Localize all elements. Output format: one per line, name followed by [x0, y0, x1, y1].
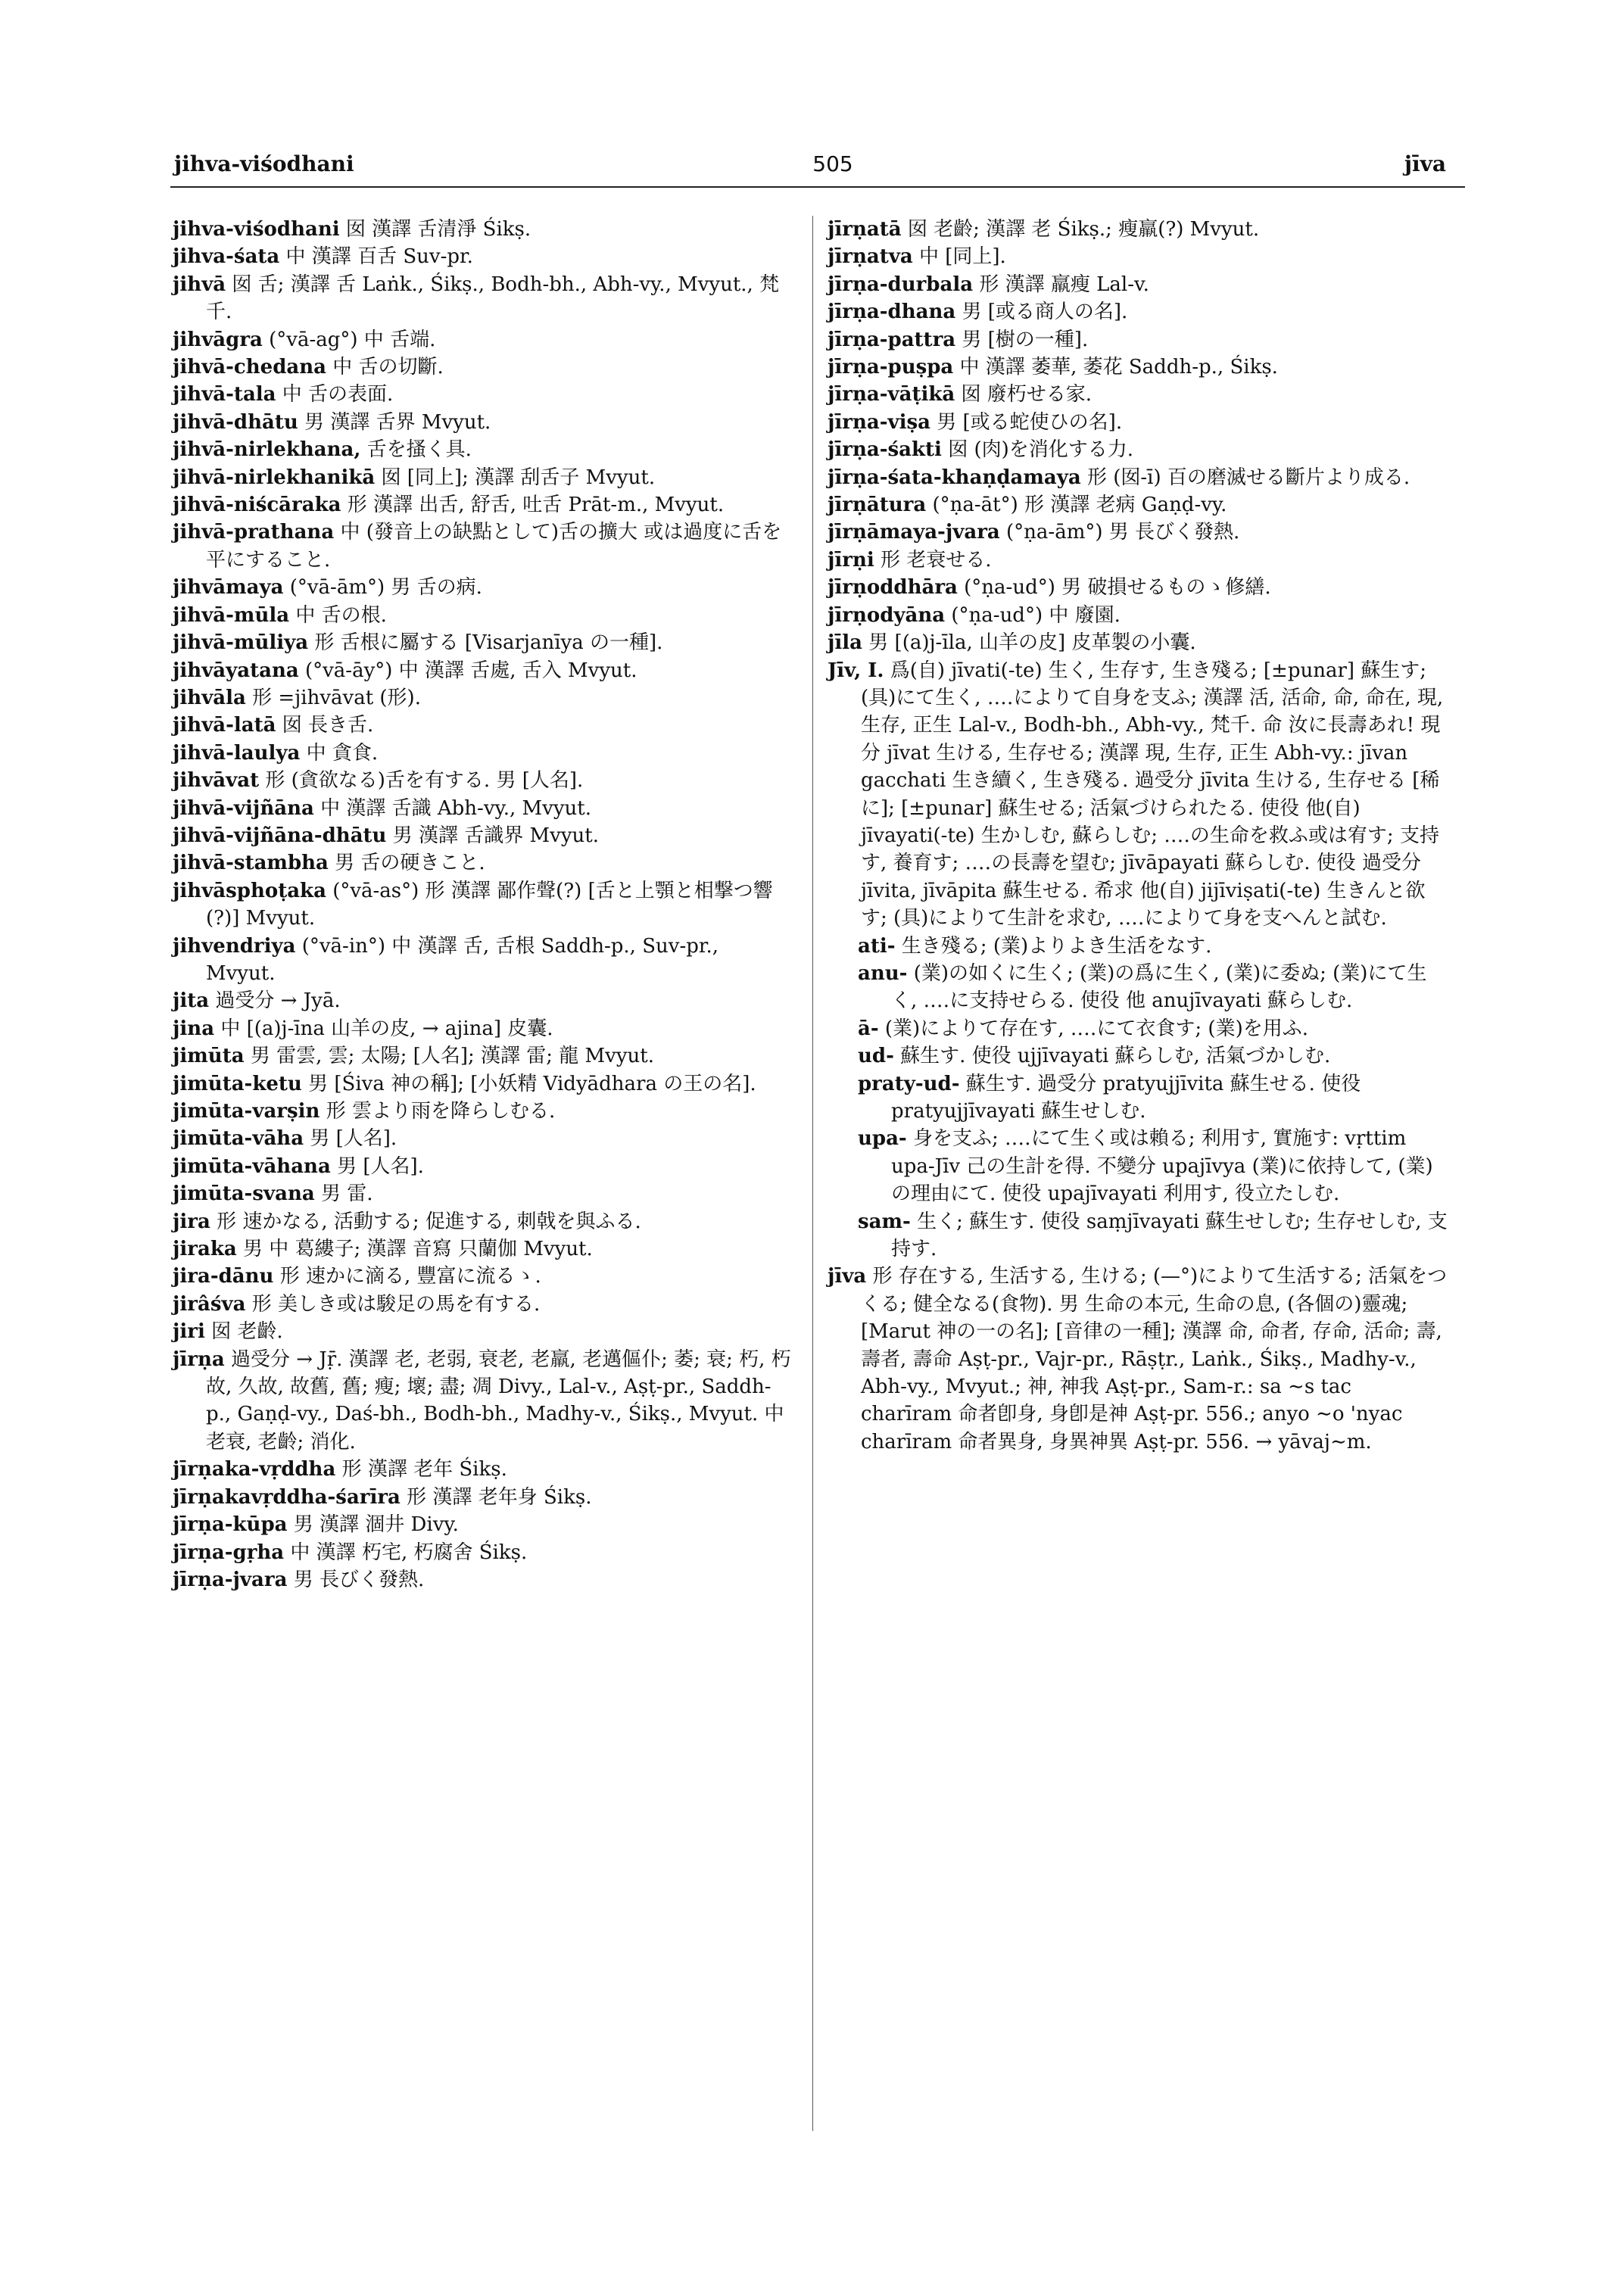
- headword: jimūta-ketu: [173, 1072, 302, 1095]
- headword: jihvāmaya: [173, 576, 284, 600]
- headword: jihvāsphoṭaka: [173, 879, 326, 902]
- entry-definition: 男 雷雲, 雲; 太陽; [人名]; 漢譯 雷; 龍 Mvyut.: [250, 1045, 654, 1068]
- dictionary-entry: [173, 1539, 793, 1566]
- dictionary-entry: [173, 602, 793, 629]
- entry-definition: 形 速かに滴る, 豐富に流るゝ.: [279, 1265, 541, 1288]
- entry-definition: 形 舌根に屬する [Visarjanīya の一種].: [314, 631, 663, 655]
- dictionary-entry: [173, 519, 793, 574]
- headword: jihvā: [173, 273, 226, 296]
- dictionary-entry: [173, 1125, 793, 1152]
- entry-definition: (°vā-āy°) 中 漢譯 舌處, 舌入 Mvyut.: [304, 659, 637, 682]
- entry-definition: 囡 漢譯 舌清淨 Śikṣ.: [345, 218, 531, 241]
- headword: jihva-śata: [173, 245, 280, 269]
- headword: jihvā-niścāraka: [173, 494, 341, 517]
- dictionary-entry: [173, 795, 793, 822]
- sub-entry: [828, 1015, 1448, 1042]
- entry-definition: 中 [同上].: [918, 245, 1006, 269]
- headword: jihvāyatana: [173, 659, 299, 682]
- running-head-left: jihva-viśodhani: [174, 151, 354, 176]
- dictionary-entry: [828, 298, 1448, 326]
- headword: jimūta-varṣin: [173, 1100, 320, 1123]
- entry-definition: 形 存在する, 生活する, 生ける; (—°)によりて生活する; 活氣をつくる; 健全なる(食物). 男 生命の本元, 生命の息, (各個の)靈魂; [Marut 神の一の名]; [音律の一種]; 漢譯 命, 命者, 存命, 活命; 壽, 壽者, 壽命 Aṣṭ-pr., Vajr-pr., Rāṣṭr., Laṅk., Śikṣ., Madhy-v., Abh-vy., Mvyut.; 神, 神我 Aṣṭ-pr., Sam-r.: sa ∼s tac charīram 命者卽身, 身卽是神 Aṣṭ-pr. 556.; anyo ∼o 'nyac charīram 命者異身, 身異神異 Aṣṭ-pr. 556. → yāvaj∼m.: [861, 1265, 1448, 1453]
- entry-definition: 中 漢譯 舌識 Abh-vy., Mvyut.: [320, 796, 592, 820]
- headword: jimūta: [173, 1045, 245, 1068]
- headword: ā-: [858, 1017, 879, 1040]
- dictionary-entry: [173, 657, 793, 684]
- dictionary-entry: [173, 574, 793, 601]
- dictionary-entry: [828, 436, 1448, 463]
- headword: upa-: [858, 1127, 907, 1151]
- headword: jihvā-mūliya: [173, 631, 309, 655]
- headword: jihvā-stambha: [173, 852, 329, 875]
- entry-definition: 形 (囡-ī) 百の磨滅せる斷片より成る.: [1086, 466, 1410, 489]
- entry-definition: 形 老衰せる.: [881, 548, 992, 572]
- headword: jīva: [828, 1265, 867, 1288]
- entry-definition: 男 長びく發熱.: [293, 1568, 425, 1591]
- headword: jīrṇodyāna: [828, 603, 946, 627]
- entry-definition: (°vā-ag°) 中 舌端.: [269, 328, 436, 351]
- entry-definition: 男 漢譯 舌識界 Mvyut.: [392, 824, 599, 847]
- headword: jīrṇa-puṣpa: [828, 356, 954, 379]
- headword: jīrṇakavṛddha-śarīra: [173, 1485, 401, 1509]
- entry-definition: (°ṇa-āt°) 形 漢譯 老病 Gaṇḍ-vy.: [932, 494, 1227, 517]
- headword: anu-: [858, 961, 908, 985]
- entry-definition: 囡 廢朽せる家.: [961, 383, 1093, 407]
- sub-entry: [828, 960, 1448, 1015]
- headword: jīrṇa-dhana: [828, 301, 956, 324]
- running-head-right: jīva: [1404, 151, 1446, 176]
- headword: jihvā-prathana: [173, 521, 335, 544]
- dictionary-entry: [173, 740, 793, 767]
- dictionary-entry: [828, 326, 1448, 354]
- headword: jiraka: [173, 1238, 237, 1261]
- entry-definition: 形 漢譯 老年 Śikṣ.: [341, 1458, 507, 1481]
- entry-definition: 男 中 葛縷子; 漢譯 音寫 只蘭伽 Mvyut.: [242, 1238, 593, 1261]
- sub-entry: [828, 1208, 1448, 1263]
- headword: jīla: [828, 631, 863, 655]
- dictionary-entry: [828, 629, 1448, 656]
- entry-definition: 中 [(a)j-īna 山羊の皮, → ajina] 皮囊.: [220, 1017, 553, 1040]
- entry-definition: (業)によりて存在す, ‥‥にて衣食す; (業)を用ふ.: [884, 1017, 1308, 1040]
- headword: ati-: [858, 934, 896, 958]
- dictionary-entry: [173, 1566, 793, 1594]
- entry-definition: 過受分 → Jyā.: [215, 989, 341, 1013]
- entry-definition: 男 雷.: [320, 1182, 373, 1206]
- entry-definition: 中 漢譯 萎華, 萎花 Saddh-p., Śikṣ.: [959, 356, 1278, 379]
- dictionary-entry: [173, 409, 793, 436]
- dictionary-entry: [173, 464, 793, 491]
- headword: jīrṇāmaya-jvara: [828, 521, 1000, 544]
- dictionary-entry: [173, 1180, 793, 1207]
- dictionary-entry: [173, 491, 793, 519]
- headword: jīrṇoddhāra: [828, 576, 958, 600]
- headword: jiri: [173, 1320, 205, 1344]
- headword: Jīv, I.: [828, 659, 884, 682]
- sub-entry: [828, 1125, 1448, 1207]
- headword: ud-: [858, 1045, 894, 1068]
- dictionary-entry: [173, 436, 793, 463]
- dictionary-entry: [828, 409, 1448, 436]
- dictionary-entry: [828, 464, 1448, 491]
- headword: jīrṇa-śakti: [828, 438, 942, 462]
- entry-definition: 囡 [同上]; 漢譯 刮舌子 Mvyut.: [381, 466, 656, 489]
- sub-entry: [828, 933, 1448, 960]
- entry-definition: 男 [人名].: [337, 1154, 424, 1178]
- dictionary-entry: [173, 1208, 793, 1235]
- headword: jihvāla: [173, 686, 246, 709]
- entry-definition: 形 速かなる, 活動する; 促進する, 刺戟を與ふる.: [217, 1210, 641, 1233]
- dictionary-entry: [173, 1318, 793, 1345]
- headword: jihvā-mūla: [173, 603, 290, 627]
- entry-definition: 男 [人名].: [310, 1127, 397, 1151]
- entry-definition: 形 漢譯 出舌, 舒舌, 吐舌 Prāt-m., Mvyut.: [347, 494, 725, 517]
- entry-definition: 男 [或る商人の名].: [962, 301, 1128, 324]
- headword: jihvāvat: [173, 769, 260, 793]
- header-rule: [170, 186, 1465, 188]
- dictionary-entry: [173, 1291, 793, 1318]
- dictionary-entry: [173, 629, 793, 656]
- headword: jina: [173, 1017, 215, 1040]
- dictionary-entry: [173, 1153, 793, 1180]
- dictionary-entry: [173, 354, 793, 381]
- entry-definition: 中 舌の切斷.: [332, 356, 444, 379]
- entry-definition: 蘇生す. 使役 ujjīvayati 蘇らしむ, 活氣づかしむ.: [900, 1045, 1331, 1068]
- entry-definition: 過受分 → Jṝ. 漢譯 老, 老弱, 衰老, 老羸, 老邁傴仆; 萎; 衰; 朽, 朽故, 久故, 故舊, 舊; 瘦; 壞; 盡; 凋 Divy., Lal-v., Aṣṭ-pr., Saddh-p., Gaṇḍ-vy., Daś-bh., Bodh-bh., Madhy-v., Śikṣ., Mvyut. 中 老衰, 老齡; 消化.: [206, 1347, 791, 1453]
- entry-definition: 形 美しき或は駿足の馬を有する.: [251, 1292, 541, 1316]
- page-header: [0, 151, 1624, 189]
- headword: jihvā-nirlekhanikā: [173, 466, 376, 489]
- dictionary-entry: [173, 1511, 793, 1538]
- headword: jīrṇa-jvara: [173, 1568, 288, 1591]
- entry-definition: 中 漢譯 百舌 Suv-pr.: [285, 245, 473, 269]
- page-number: 505: [812, 151, 853, 176]
- entry-definition: 形 =jihvāvat (形).: [252, 686, 421, 709]
- dictionary-entry: [173, 933, 793, 988]
- entry-definition: 身を支ふ; ‥‥にて生く或は賴る; 利用す, 實施す: vṛttim upa-Jīv 己の生計を得. 不變分 upajīvya (業)に依持して, (業)の理由にて. 使役 upajīvayati 利用す, 役立たしむ.: [891, 1127, 1433, 1206]
- dictionary-entry: [173, 987, 793, 1014]
- entry-definition: 囡 (肉)を消化する力.: [948, 438, 1134, 462]
- dictionary-entry: [173, 1042, 793, 1070]
- entry-definition: 中 漢譯 朽宅, 朽腐舍 Śikṣ.: [290, 1541, 528, 1564]
- entry-definition: 中 舌の表面.: [282, 383, 394, 407]
- right-column: [828, 216, 1448, 1456]
- headword: jimūta-svana: [173, 1182, 315, 1206]
- dictionary-entry: [173, 1015, 793, 1042]
- entry-definition: 男 [(a)j-īla, 山羊の皮] 皮革製の小囊.: [868, 631, 1196, 655]
- dictionary-entry: [828, 574, 1448, 601]
- headword: jīrṇa-pattra: [828, 328, 956, 351]
- dictionary-entry: [173, 1456, 793, 1483]
- entry-definition: (°vā-ām°) 男 舌の病.: [289, 576, 482, 600]
- column-divider: [812, 216, 813, 2131]
- entry-definition: 男 [或る蛇使ひの名].: [937, 410, 1123, 434]
- entry-definition: 中 舌の根.: [295, 603, 387, 627]
- dictionary-entry: [173, 1098, 793, 1125]
- dictionary-entry: [828, 216, 1448, 243]
- headword: jihvā-dhātu: [173, 410, 298, 434]
- dictionary-entry: [173, 1346, 793, 1456]
- dictionary-entry: [173, 381, 793, 408]
- headword: jihvā-tala: [173, 383, 276, 407]
- headword: jīrṇatva: [828, 245, 913, 269]
- dictionary-entry: [173, 1235, 793, 1263]
- dictionary-entry: [173, 216, 793, 243]
- headword: jīrṇi: [828, 548, 874, 572]
- entry-definition: (°ṇa-ud°) 中 廢園.: [951, 603, 1121, 627]
- dictionary-entry: [173, 1263, 793, 1290]
- headword: jihvā-laulya: [173, 741, 301, 765]
- entry-definition: (°vā-in°) 中 漢譯 舌, 舌根 Saddh-p., Suv-pr., Mvyut.: [206, 934, 718, 985]
- headword: jimūta-vāha: [173, 1127, 304, 1151]
- entry-definition: 男 漢譯 舌界 Mvyut.: [304, 410, 491, 434]
- dictionary-entry: [173, 326, 793, 354]
- entry-definition: 男 [樹の一種].: [962, 328, 1089, 351]
- headword: jīrṇa-viṣa: [828, 410, 930, 434]
- entry-definition: (°ṇa-ām°) 男 長びく發熱.: [1006, 521, 1240, 544]
- dictionary-entry: [828, 271, 1448, 298]
- headword: jihvendriya: [173, 934, 296, 958]
- dictionary-entry: [173, 849, 793, 877]
- entry-definition: 男 [Śiva 神の稱]; [小妖精 Vidyādhara の王の名].: [308, 1072, 756, 1095]
- headword: jīrṇa-durbala: [828, 273, 974, 296]
- headword: jihvā-latā: [173, 714, 276, 737]
- headword: jīrṇatā: [828, 218, 902, 241]
- dictionary-entry: [828, 1263, 1448, 1456]
- dictionary-entry: [828, 657, 1448, 933]
- dictionary-entry: [173, 822, 793, 849]
- dictionary-entry: [828, 519, 1448, 546]
- headword: jīrṇa-kūpa: [173, 1513, 288, 1537]
- dictionary-entry: [828, 381, 1448, 408]
- entry-definition: 囡 舌; 漢譯 舌 Laṅk., Śikṣ., Bodh-bh., Abh-vy., Mvyut., 梵千.: [206, 273, 780, 324]
- headword: jihvā-chedana: [173, 356, 326, 379]
- entry-definition: 形 雲より雨を降らしむる.: [326, 1100, 556, 1123]
- dictionary-entry: [173, 243, 793, 270]
- entry-definition: (業)の如くに生く; (業)の爲に生く, (業)に委ぬ; (業)にて生く, ‥‥に支持せらる. 使役 他 anujīvayati 蘇らしむ.: [891, 961, 1427, 1013]
- sub-entry: [828, 1070, 1448, 1126]
- headword: praty-ud-: [858, 1072, 960, 1095]
- headword: jīrṇaka-vṛddha: [173, 1458, 336, 1481]
- headword: jīrṇa-vāṭikā: [828, 383, 955, 407]
- entry-definition: 男 舌の硬きこと.: [335, 852, 485, 875]
- entry-definition: 蘇生す. 過受分 pratyujjīvita 蘇生せる. 使役 pratyujjīvayati 蘇生せしむ.: [891, 1072, 1361, 1123]
- headword: jihvā-vijñāna: [173, 796, 314, 820]
- entry-definition: (°ṇa-ud°) 男 破損せるものゝ修繕.: [964, 576, 1271, 600]
- entry-definition: 囡 長き舌.: [282, 714, 374, 737]
- entry-definition: 囡 老齡.: [211, 1320, 283, 1344]
- headword: jira-dānu: [173, 1265, 274, 1288]
- dictionary-entry: [173, 877, 793, 933]
- headword: jīrṇa-śata-khaṇḍamaya: [828, 466, 1081, 489]
- entry-definition: 爲(自) jīvati(-te) 生く, 生存す, 生き殘る; [±punar] 蘇生す; (具)にて生く, ‥‥によりて自身を支ふ; 漢譯 活, 活命, 命, 命在, 現, 生存, 正生 Lal-v., Bodh-bh., Abh-vy., 梵千. 命 汝に長壽あれ! 現分 jīvat 生ける, 生存せる; 漢譯 現, 生存, 正生 Abh-vy.: jīvan gacchati 生き續く, 生き殘る. 過受分 jīvita 生ける, 生存せる [稀に]; [±punar] 蘇生せる; 活氣づけられたる. 使役 他(自) jīvayati(-te) 生かしむ, 蘇らしむ; ‥‥の生命を救ふ或は宥す; 支持す, 養育す; ‥‥の長壽を望む; jīvāpayati 蘇らしむ. 使役 過受分 jīvita, jīvāpita 蘇生せる. 希求 他(自) jijīviṣati(-te) 生きんと欲す; (具)によりて生計を求む, ‥‥によりて身を支へんと試む.: [861, 659, 1444, 930]
- headword: jita: [173, 989, 210, 1013]
- headword: jīrṇātura: [828, 494, 927, 517]
- entry-definition: 舌を搔く具.: [366, 438, 472, 462]
- entry-definition: 囡 老齡; 漢譯 老 Śikṣ.; 瘦羸(?) Mvyut.: [907, 218, 1260, 241]
- headword: jihvāgra: [173, 328, 263, 351]
- headword: jira: [173, 1210, 210, 1233]
- dictionary-entry: [828, 354, 1448, 381]
- dictionary-entry: [828, 547, 1448, 574]
- dictionary-entry: [828, 243, 1448, 270]
- entry-definition: 中 (發音上の缺點として)舌の擴大 或は過度に舌を平にすること.: [206, 521, 782, 572]
- headword: jirâśva: [173, 1292, 246, 1316]
- headword: jihvā-nirlekhana,: [173, 438, 361, 462]
- entry-definition: 形 (貪欲なる)舌を有する. 男 [人名].: [265, 769, 584, 793]
- dictionary-entry: [173, 712, 793, 739]
- dictionary-entry: [173, 271, 793, 326]
- entry-definition: 中 貪食.: [306, 741, 379, 765]
- headword: jimūta-vāhana: [173, 1154, 331, 1178]
- left-column: [173, 216, 793, 1594]
- headword: sam-: [858, 1210, 911, 1233]
- entry-definition: 形 漢譯 老年身 Śikṣ.: [407, 1485, 592, 1509]
- dictionary-entry: [173, 684, 793, 712]
- dictionary-entry: [173, 1070, 793, 1098]
- headword: jīrṇa: [173, 1347, 225, 1371]
- headword: jihvā-vijñāna-dhātu: [173, 824, 387, 847]
- entry-definition: 生き殘る; (業)よりよき生活をなす.: [901, 934, 1212, 958]
- entry-definition: (°vā-as°) 形 漢譯 鄙作聲(?) [舌と上顎と相撃つ響(?)] Mvyut.: [206, 879, 773, 930]
- headword: jihva-viśodhani: [173, 218, 340, 241]
- dictionary-entry: [828, 491, 1448, 519]
- entry-definition: 男 漢譯 涸井 Divy.: [293, 1513, 459, 1537]
- dictionary-entry: [828, 602, 1448, 629]
- sub-entry: [828, 1042, 1448, 1070]
- headword: jīrṇa-gṛha: [173, 1541, 285, 1564]
- entry-definition: 生く; 蘇生す. 使役 saṃjīvayati 蘇生せしむ; 生存せしむ, 支持す.: [891, 1210, 1448, 1261]
- dictionary-entry: [173, 767, 793, 794]
- dictionary-entry: [173, 1484, 793, 1511]
- entry-definition: 形 漢譯 羸瘦 Lal-v.: [979, 273, 1149, 296]
